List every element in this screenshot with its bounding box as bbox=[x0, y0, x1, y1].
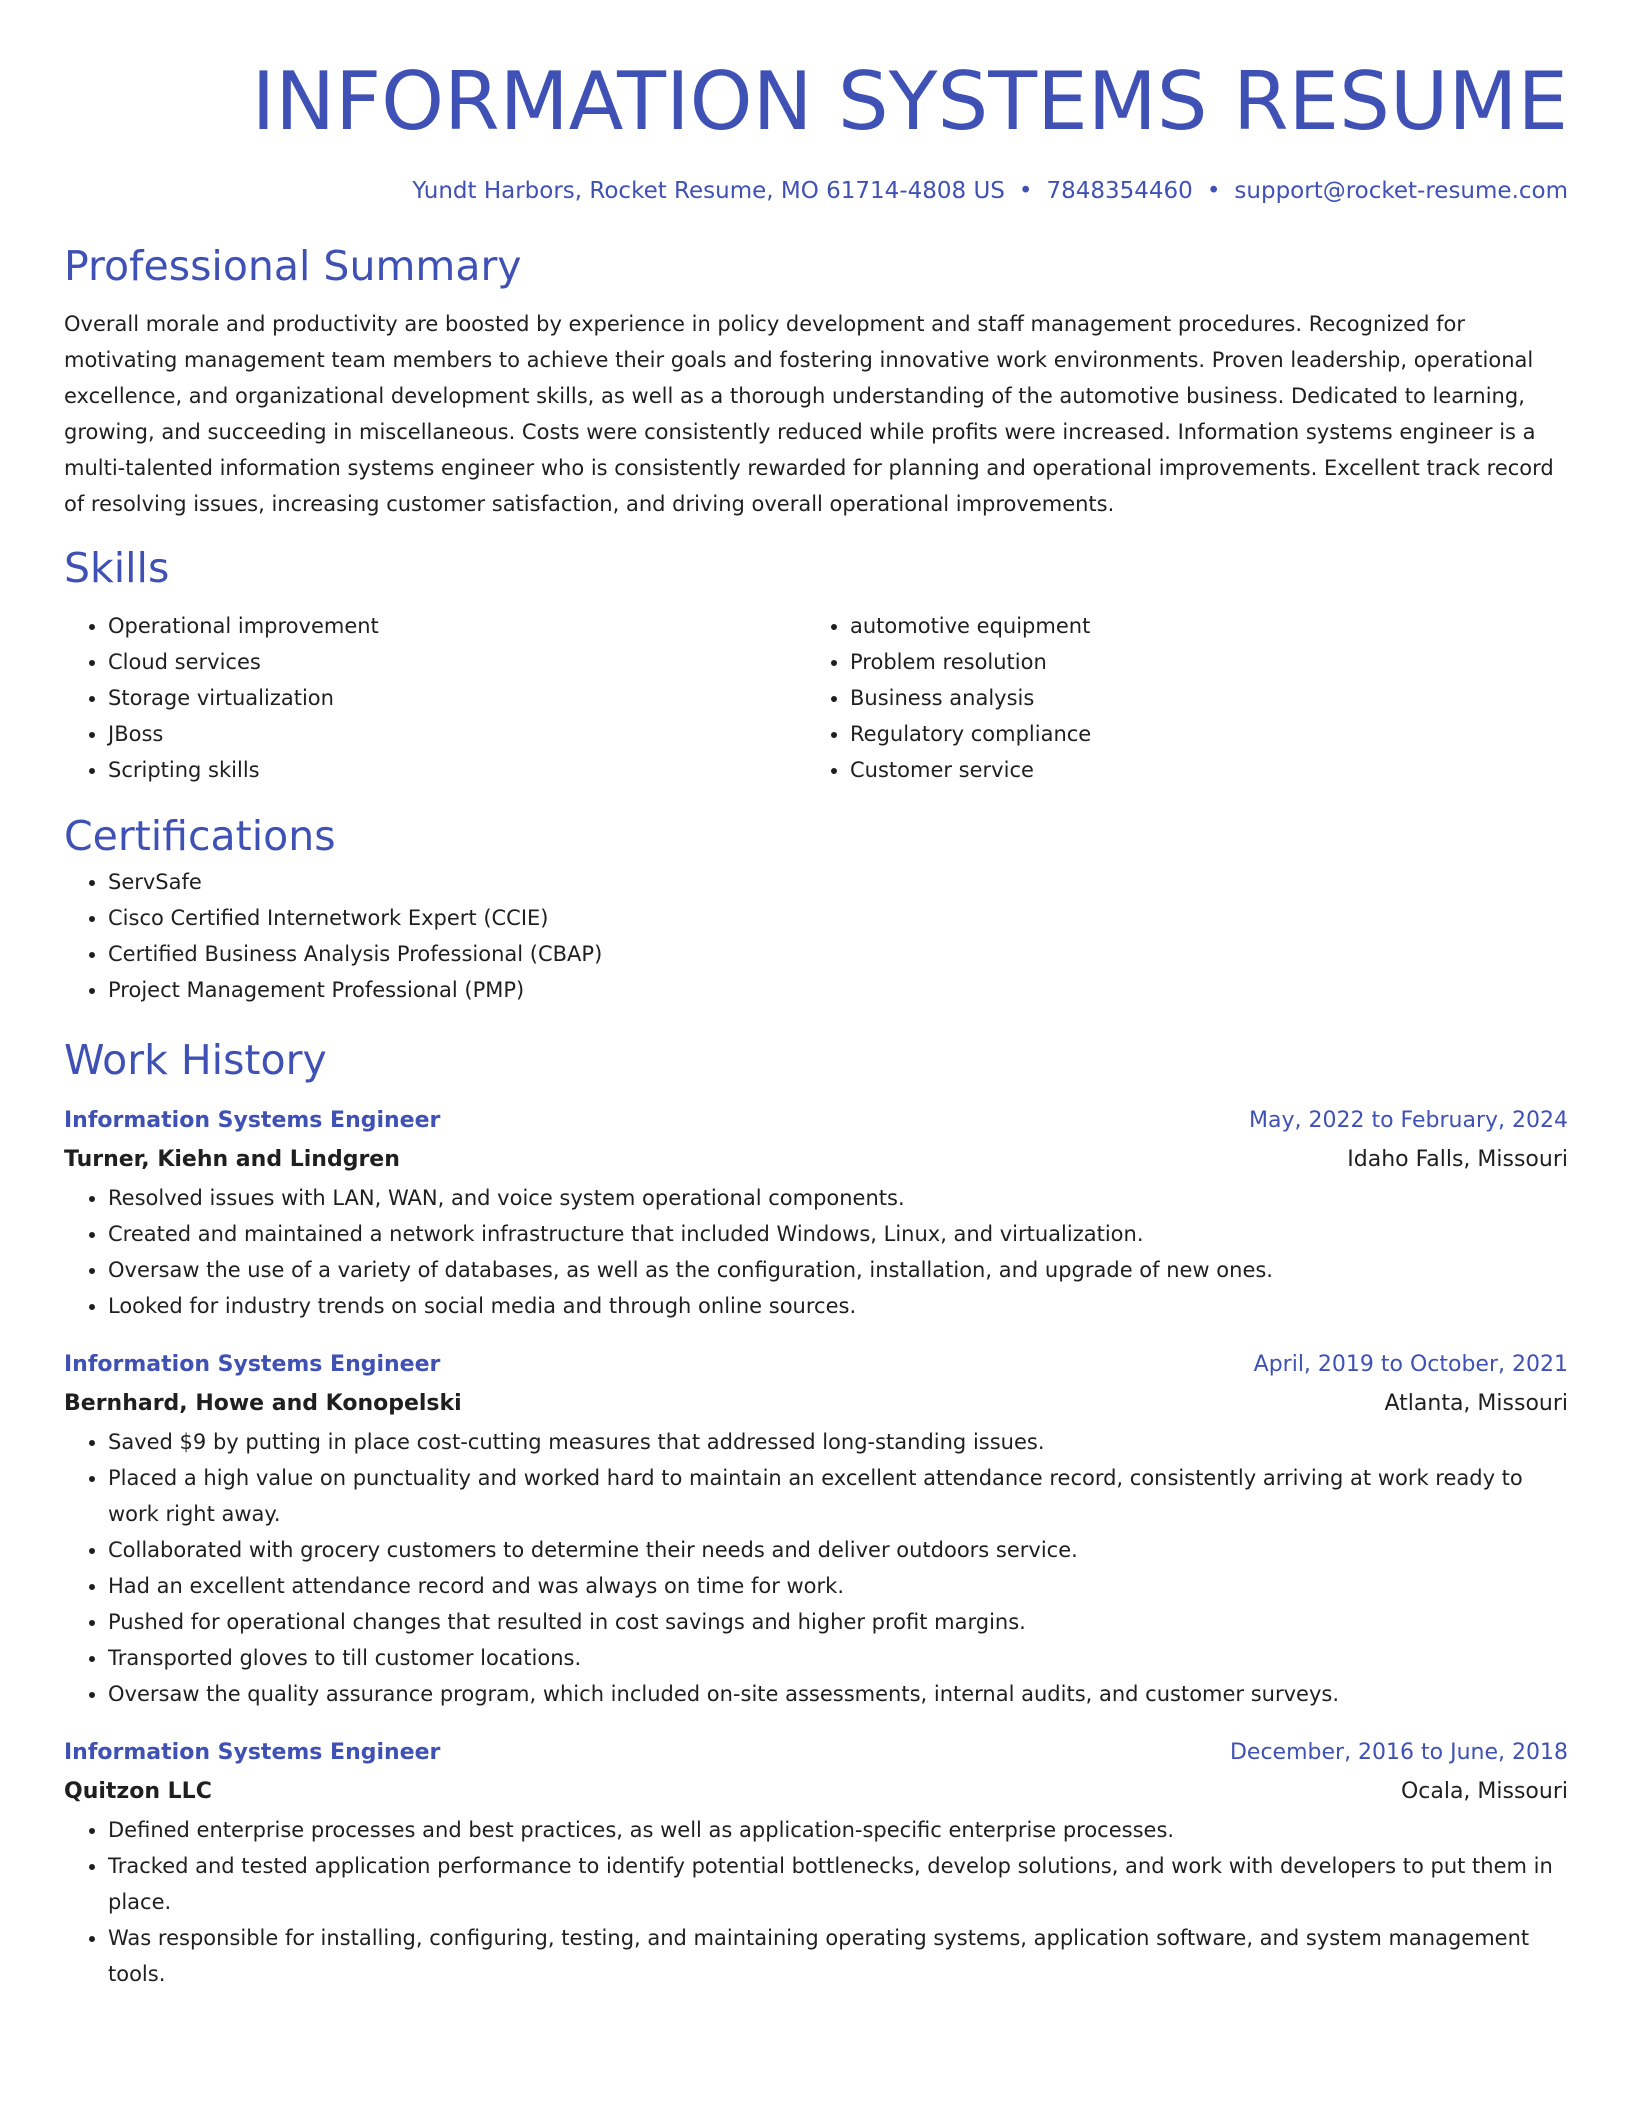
contact-line bbox=[64, 174, 1568, 208]
job-company-row bbox=[64, 1772, 1568, 1812]
skill-item: • automotive equipment bbox=[850, 608, 1548, 644]
skills-heading: Skills bbox=[64, 544, 170, 592]
resume-page bbox=[64, 0, 1568, 1992]
job-company: Quitzon LLC bbox=[64, 1779, 212, 1804]
job-bullets bbox=[64, 1180, 1568, 1324]
job-bullet: • Defined enterprise processes and best practices, as well as application-specific enterprise processes. bbox=[108, 1812, 1568, 1848]
job-bullet: • Resolved issues with LAN, WAN, and voice system operational components. bbox=[108, 1180, 1568, 1216]
certification-item: • ServSafe bbox=[108, 864, 1568, 900]
job-title-row bbox=[64, 1346, 1568, 1384]
skill-item: • Problem resolution bbox=[850, 644, 1548, 680]
skills-column-right bbox=[806, 608, 1548, 788]
job-title: Information Systems Engineer bbox=[64, 1740, 441, 1765]
contact-phone: 7848354460 bbox=[1046, 178, 1193, 204]
job-location: Idaho Falls, Missouri bbox=[1347, 1147, 1568, 1172]
job-title-row bbox=[64, 1734, 1568, 1772]
contact-separator: • bbox=[1018, 178, 1033, 204]
job-location: Atlanta, Missouri bbox=[1384, 1391, 1568, 1416]
skills-list-right bbox=[806, 608, 1548, 788]
skill-item: • Storage virtualization bbox=[108, 680, 806, 716]
contact-email[interactable]: support@rocket-resume.com bbox=[1234, 178, 1568, 204]
contact-separator: • bbox=[1206, 178, 1221, 204]
job-company-row bbox=[64, 1140, 1568, 1180]
job-entry bbox=[64, 1346, 1568, 1712]
skill-item: • Scripting skills bbox=[108, 752, 806, 788]
job-bullet: • Collaborated with grocery customers to determine their needs and deliver outdoors service. bbox=[108, 1532, 1568, 1568]
contact-address: Yundt Harbors, Rocket Resume, MO 61714-4808 US bbox=[412, 178, 1005, 204]
skill-item: • Cloud services bbox=[108, 644, 806, 680]
certifications-list bbox=[64, 864, 1568, 1008]
job-bullet: • Was responsible for installing, configuring, testing, and maintaining operating systems, application software, and system management tools. bbox=[108, 1920, 1568, 1992]
certifications-heading: Certifications bbox=[64, 812, 336, 860]
skill-item: • Customer service bbox=[850, 752, 1548, 788]
work-history-heading: Work History bbox=[64, 1036, 327, 1084]
skills-list-left bbox=[64, 608, 806, 788]
job-bullet: • Oversaw the use of a variety of databases, as well as the configuration, installation, and upgrade of new ones. bbox=[108, 1252, 1568, 1288]
job-bullets bbox=[64, 1812, 1568, 1992]
job-bullet: • Looked for industry trends on social media and through online sources. bbox=[108, 1288, 1568, 1324]
job-bullets bbox=[64, 1424, 1568, 1712]
job-bullet: • Tracked and tested application performance to identify potential bottlenecks, develop solutions, and work with developers to put them in place. bbox=[108, 1848, 1568, 1920]
job-bullet: • Transported gloves to till customer locations. bbox=[108, 1640, 1568, 1676]
job-company: Bernhard, Howe and Konopelski bbox=[64, 1391, 462, 1416]
skill-item: • Operational improvement bbox=[108, 608, 806, 644]
certification-item: • Project Management Professional (PMP) bbox=[108, 972, 1568, 1008]
skill-item: • Business analysis bbox=[850, 680, 1548, 716]
certification-item: • Cisco Certified Internetwork Expert (CCIE) bbox=[108, 900, 1568, 936]
job-company: Turner, Kiehn and Lindgren bbox=[64, 1147, 400, 1172]
job-dates: December, 2016 to June, 2018 bbox=[1229, 1740, 1568, 1765]
summary-heading: Professional Summary bbox=[64, 242, 522, 290]
job-dates: May, 2022 to February, 2024 bbox=[1249, 1108, 1568, 1133]
job-bullet: • Oversaw the quality assurance program, which included on-site assessments, internal audits, and customer surveys. bbox=[108, 1676, 1568, 1712]
skill-item: • JBoss bbox=[108, 716, 806, 752]
job-location: Ocala, Missouri bbox=[1400, 1779, 1568, 1804]
resume-title: INFORMATION SYSTEMS RESUME bbox=[251, 55, 1568, 148]
job-title: Information Systems Engineer bbox=[64, 1352, 441, 1377]
job-bullet: • Created and maintained a network infrastructure that included Windows, Linux, and virtualization. bbox=[108, 1216, 1568, 1252]
job-entry bbox=[64, 1734, 1568, 1992]
skills-column-left bbox=[64, 608, 806, 788]
job-bullet: • Pushed for operational changes that resulted in cost savings and higher profit margins. bbox=[108, 1604, 1568, 1640]
summary-text: Overall morale and productivity are boosted by experience in policy development and staff management procedures. Recognized for motivating management team members to achieve their goals and fostering innovative work environments. Proven leadership, operational excellence, and organizational development skills, as well as a thorough understanding of the automotive business. Dedicated to learning, growing, and succeeding in miscellaneous. Costs were consistently reduced while profits were increased. Information systems engineer is a multi-talented information systems engineer who is consistently rewarded for planning and operational improvements. Excellent track record of resolving issues, increasing customer satisfaction, and driving overall operational improvements. bbox=[64, 312, 1554, 516]
skills-grid bbox=[64, 608, 1568, 788]
job-bullet: • Had an excellent attendance record and was always on time for work. bbox=[108, 1568, 1568, 1604]
skill-item: • Regulatory compliance bbox=[850, 716, 1548, 752]
job-title: Information Systems Engineer bbox=[64, 1108, 441, 1133]
job-bullet: • Saved $9 by putting in place cost-cutting measures that addressed long-standing issues. bbox=[108, 1424, 1568, 1460]
certification-item: • Certified Business Analysis Professional (CBAP) bbox=[108, 936, 1568, 972]
job-company-row bbox=[64, 1384, 1568, 1424]
job-title-row bbox=[64, 1102, 1568, 1140]
job-dates: April, 2019 to October, 2021 bbox=[1253, 1352, 1568, 1377]
job-bullet: • Placed a high value on punctuality and worked hard to maintain an excellent attendance record, consistently arriving at work ready to work right away. bbox=[108, 1460, 1568, 1532]
job-entry bbox=[64, 1102, 1568, 1324]
